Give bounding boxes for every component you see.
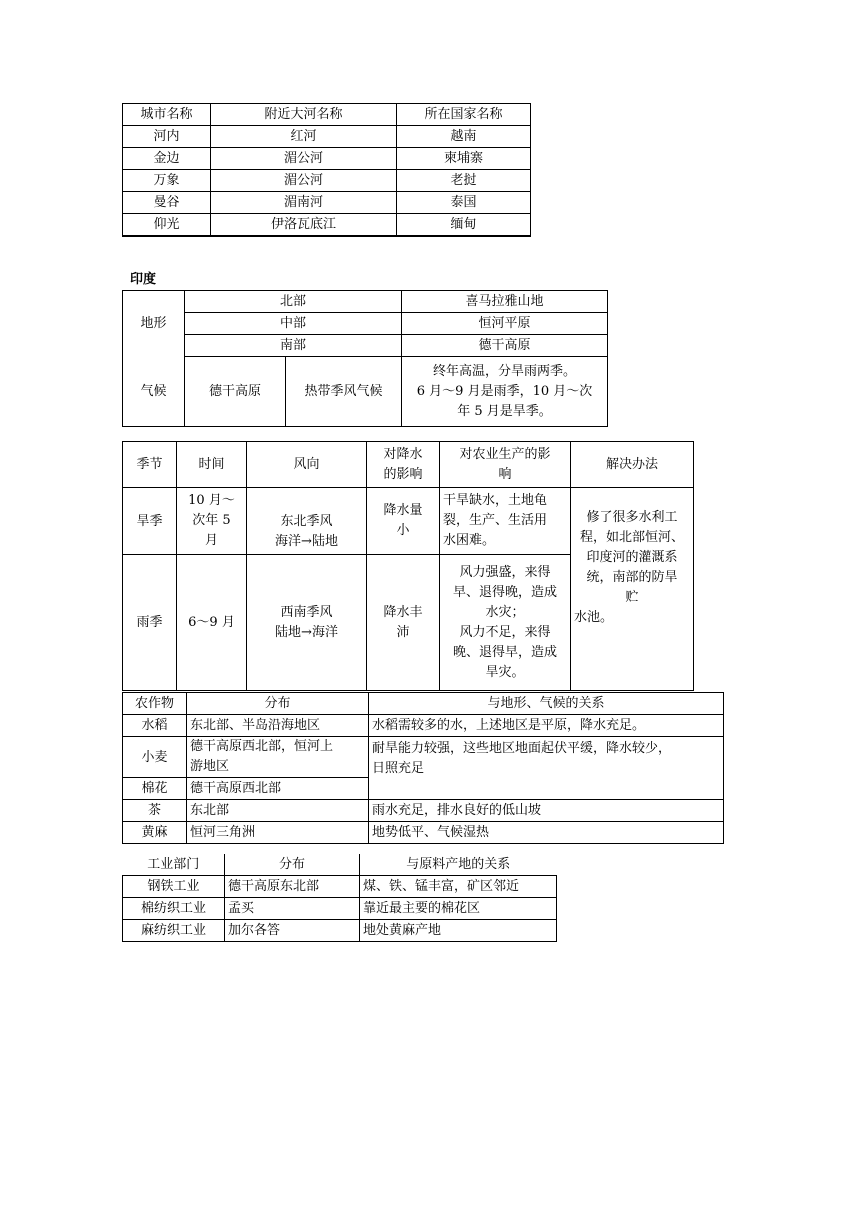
agri-line: 干旱缺水，土地龟 [443, 493, 548, 508]
wind-line: 陆地→海洋 [275, 624, 338, 640]
table-row [123, 126, 531, 148]
table-row [123, 214, 531, 236]
time-cell [177, 488, 247, 555]
time-line: 10 月～ [188, 493, 235, 508]
solution-line: 修了很多水利工 [586, 510, 678, 525]
precip-line: 降水量 [383, 503, 423, 518]
header-cell: 附近大河名称 [211, 104, 397, 126]
header-cell: 季节 [123, 442, 177, 488]
agri-line: 早、退得晚，造成 [452, 584, 557, 600]
region-cell: 中部 [185, 313, 402, 335]
river-cell: 湄公河 [211, 148, 397, 170]
industry-name-cell: 麻纺织工业 [123, 920, 225, 942]
industry-relation-cell: 地处黄麻产地 [360, 920, 557, 942]
crop-relation-cell: 雨水充足，排水良好的低山坡 [369, 800, 724, 822]
crop-dist-cell: 东北部、半岛沿海地区 [187, 715, 369, 737]
crop-dist-cell: 东北部 [187, 800, 369, 822]
wind-line: 西南季风 [280, 604, 333, 620]
agri-line: 风力强盛，来得 [459, 564, 551, 580]
climate-row [123, 357, 608, 427]
crop-dist-line: 德干高原西北部，恒河上 [190, 739, 334, 754]
precip-cell [367, 488, 440, 555]
table-row [123, 737, 724, 778]
terrain-row [123, 335, 608, 357]
table-row [123, 822, 724, 844]
region-cell: 北部 [185, 291, 402, 313]
wind-line: 海洋→陆地 [275, 534, 338, 549]
landform-cell: 喜马拉雅山地 [402, 291, 608, 313]
agri-line: 水灾； [485, 604, 525, 620]
header-cell: 与地形、气候的关系 [369, 693, 724, 715]
crop-relation-cell: 地势低平、气候湿热 [369, 822, 724, 844]
header-cell: 风向 [247, 442, 367, 488]
header-cell: 城市名称 [123, 104, 211, 126]
wind-cell [247, 488, 367, 555]
crop-relation-cell [369, 737, 724, 800]
header-cell: 解决办法 [571, 442, 694, 488]
climate-type-cell: 热带季风气候 [286, 357, 402, 427]
industry-table [122, 854, 557, 942]
climate-region-cell: 德干高原 [185, 357, 286, 427]
city-cell [123, 236, 211, 237]
crop-name-cell: 水稻 [123, 715, 187, 737]
climate-desc-line: 年 5 月是旱季。 [457, 403, 552, 419]
country-cell: 泰国 [397, 192, 531, 214]
time-cell: 6～9 月 [177, 555, 247, 691]
header-cell: 分布 [225, 854, 360, 876]
crop-dist-line: 游地区 [190, 759, 230, 774]
terrain-row [123, 291, 608, 313]
table-row [123, 170, 531, 192]
header-line: 响 [498, 466, 512, 482]
table-row [123, 898, 557, 920]
solution-line: 印度河的灌溉系 [586, 550, 678, 565]
header-line: 对农业生产的影 [459, 446, 551, 462]
header-cell [367, 442, 440, 488]
river-cell [211, 236, 397, 237]
precip-line: 沛 [396, 624, 410, 640]
solution-line: 水池。 [574, 610, 614, 625]
crop-name-cell: 棉花 [123, 778, 187, 800]
solution-cell [571, 488, 694, 691]
table-header-row [123, 854, 557, 876]
industry-dist-cell: 加尔各答 [225, 920, 360, 942]
precip-cell [367, 555, 440, 691]
crop-relation-line: 耐旱能力较强，这些地区地面起伏平缓，降水较少， [372, 741, 672, 756]
country-cell [397, 236, 531, 237]
season-cell: 雨季 [123, 555, 177, 691]
table-row [123, 148, 531, 170]
crop-name-cell: 黄麻 [123, 822, 187, 844]
landform-cell: 德干高原 [402, 335, 608, 357]
header-cell: 工业部门 [123, 854, 225, 876]
country-cell: 缅甸 [397, 214, 531, 236]
crop-relation-cell: 水稻需较多的水，上述地区是平原，降水充足。 [369, 715, 724, 737]
country-cell: 越南 [397, 126, 531, 148]
climate-desc-line: 终年高温，分旱雨两季。 [433, 363, 577, 379]
region-cell: 南部 [185, 335, 402, 357]
header-line: 对降水 [383, 446, 423, 462]
agri-cell [440, 555, 571, 691]
agri-line: 裂，生产、生活用 [443, 513, 548, 528]
country-cell: 老挝 [397, 170, 531, 192]
wind-line: 东北季风 [280, 514, 333, 529]
agri-line: 水困难。 [443, 533, 496, 548]
industry-name-cell: 钢铁工业 [123, 876, 225, 898]
wind-cell [247, 555, 367, 691]
crop-relation-line: 日照充足 [372, 761, 425, 776]
time-line: 月 [204, 533, 218, 548]
climate-desc-line: 6 月～9 月是雨季，10 月～次 [416, 383, 593, 399]
seasons-table [122, 441, 694, 691]
table-header-row [123, 442, 694, 488]
dry-season-row [123, 488, 694, 555]
solution-line: 统，南部的防旱 [586, 570, 678, 585]
time-line: 次年 5 [192, 513, 231, 528]
table-row [123, 192, 531, 214]
city-cell: 金边 [123, 148, 211, 170]
agri-line: 旱灾。 [485, 664, 525, 680]
table-header-row [123, 104, 531, 126]
city-cell: 万象 [123, 170, 211, 192]
table-row [123, 236, 531, 237]
header-cell: 时间 [177, 442, 247, 488]
header-cell: 分布 [187, 693, 369, 715]
agri-line: 风力不足，来得 [459, 624, 551, 640]
season-cell: 旱季 [123, 488, 177, 555]
crops-table [122, 692, 724, 844]
industry-relation-cell: 靠近最主要的棉花区 [360, 898, 557, 920]
industry-relation-cell: 煤、铁、锰丰富，矿区邻近 [360, 876, 557, 898]
climate-desc-cell [402, 357, 608, 427]
cities-table [122, 103, 531, 237]
table-row [123, 920, 557, 942]
river-cell: 红河 [211, 126, 397, 148]
terrain-climate-table [122, 290, 608, 427]
river-cell: 伊洛瓦底江 [211, 214, 397, 236]
industry-dist-cell: 孟买 [225, 898, 360, 920]
crop-dist-cell [187, 737, 369, 778]
header-line: 的影响 [383, 466, 423, 482]
crop-dist-cell: 恒河三角洲 [187, 822, 369, 844]
crop-dist-cell: 德干高原西北部 [187, 778, 369, 800]
crop-name-cell: 茶 [123, 800, 187, 822]
climate-label: 气候 [123, 357, 185, 427]
industry-name-cell: 棉纺织工业 [123, 898, 225, 920]
terrain-label: 地形 [123, 291, 185, 357]
agri-line: 晚、退得早，造成 [452, 644, 557, 660]
river-cell: 湄公河 [211, 170, 397, 192]
landform-cell: 恒河平原 [402, 313, 608, 335]
india-heading: 印度 [130, 272, 157, 287]
header-cell: 与原料产地的关系 [360, 854, 557, 876]
precip-line: 小 [396, 523, 410, 538]
header-cell: 农作物 [123, 693, 187, 715]
solution-line: 贮 [625, 590, 639, 605]
terrain-row [123, 313, 608, 335]
city-cell: 仰光 [123, 214, 211, 236]
city-cell: 河内 [123, 126, 211, 148]
table-row [123, 800, 724, 822]
country-cell: 柬埔寨 [397, 148, 531, 170]
header-cell: 所在国家名称 [397, 104, 531, 126]
header-cell [440, 442, 571, 488]
river-cell: 湄南河 [211, 192, 397, 214]
agri-cell [440, 488, 571, 555]
industry-dist-cell: 德干高原东北部 [225, 876, 360, 898]
city-cell: 曼谷 [123, 192, 211, 214]
table-header-row [123, 693, 724, 715]
precip-line: 降水丰 [383, 604, 423, 620]
table-row [123, 876, 557, 898]
solution-line: 程，如北部恒河、 [579, 530, 684, 545]
table-row [123, 715, 724, 737]
crop-name-cell: 小麦 [123, 737, 187, 778]
